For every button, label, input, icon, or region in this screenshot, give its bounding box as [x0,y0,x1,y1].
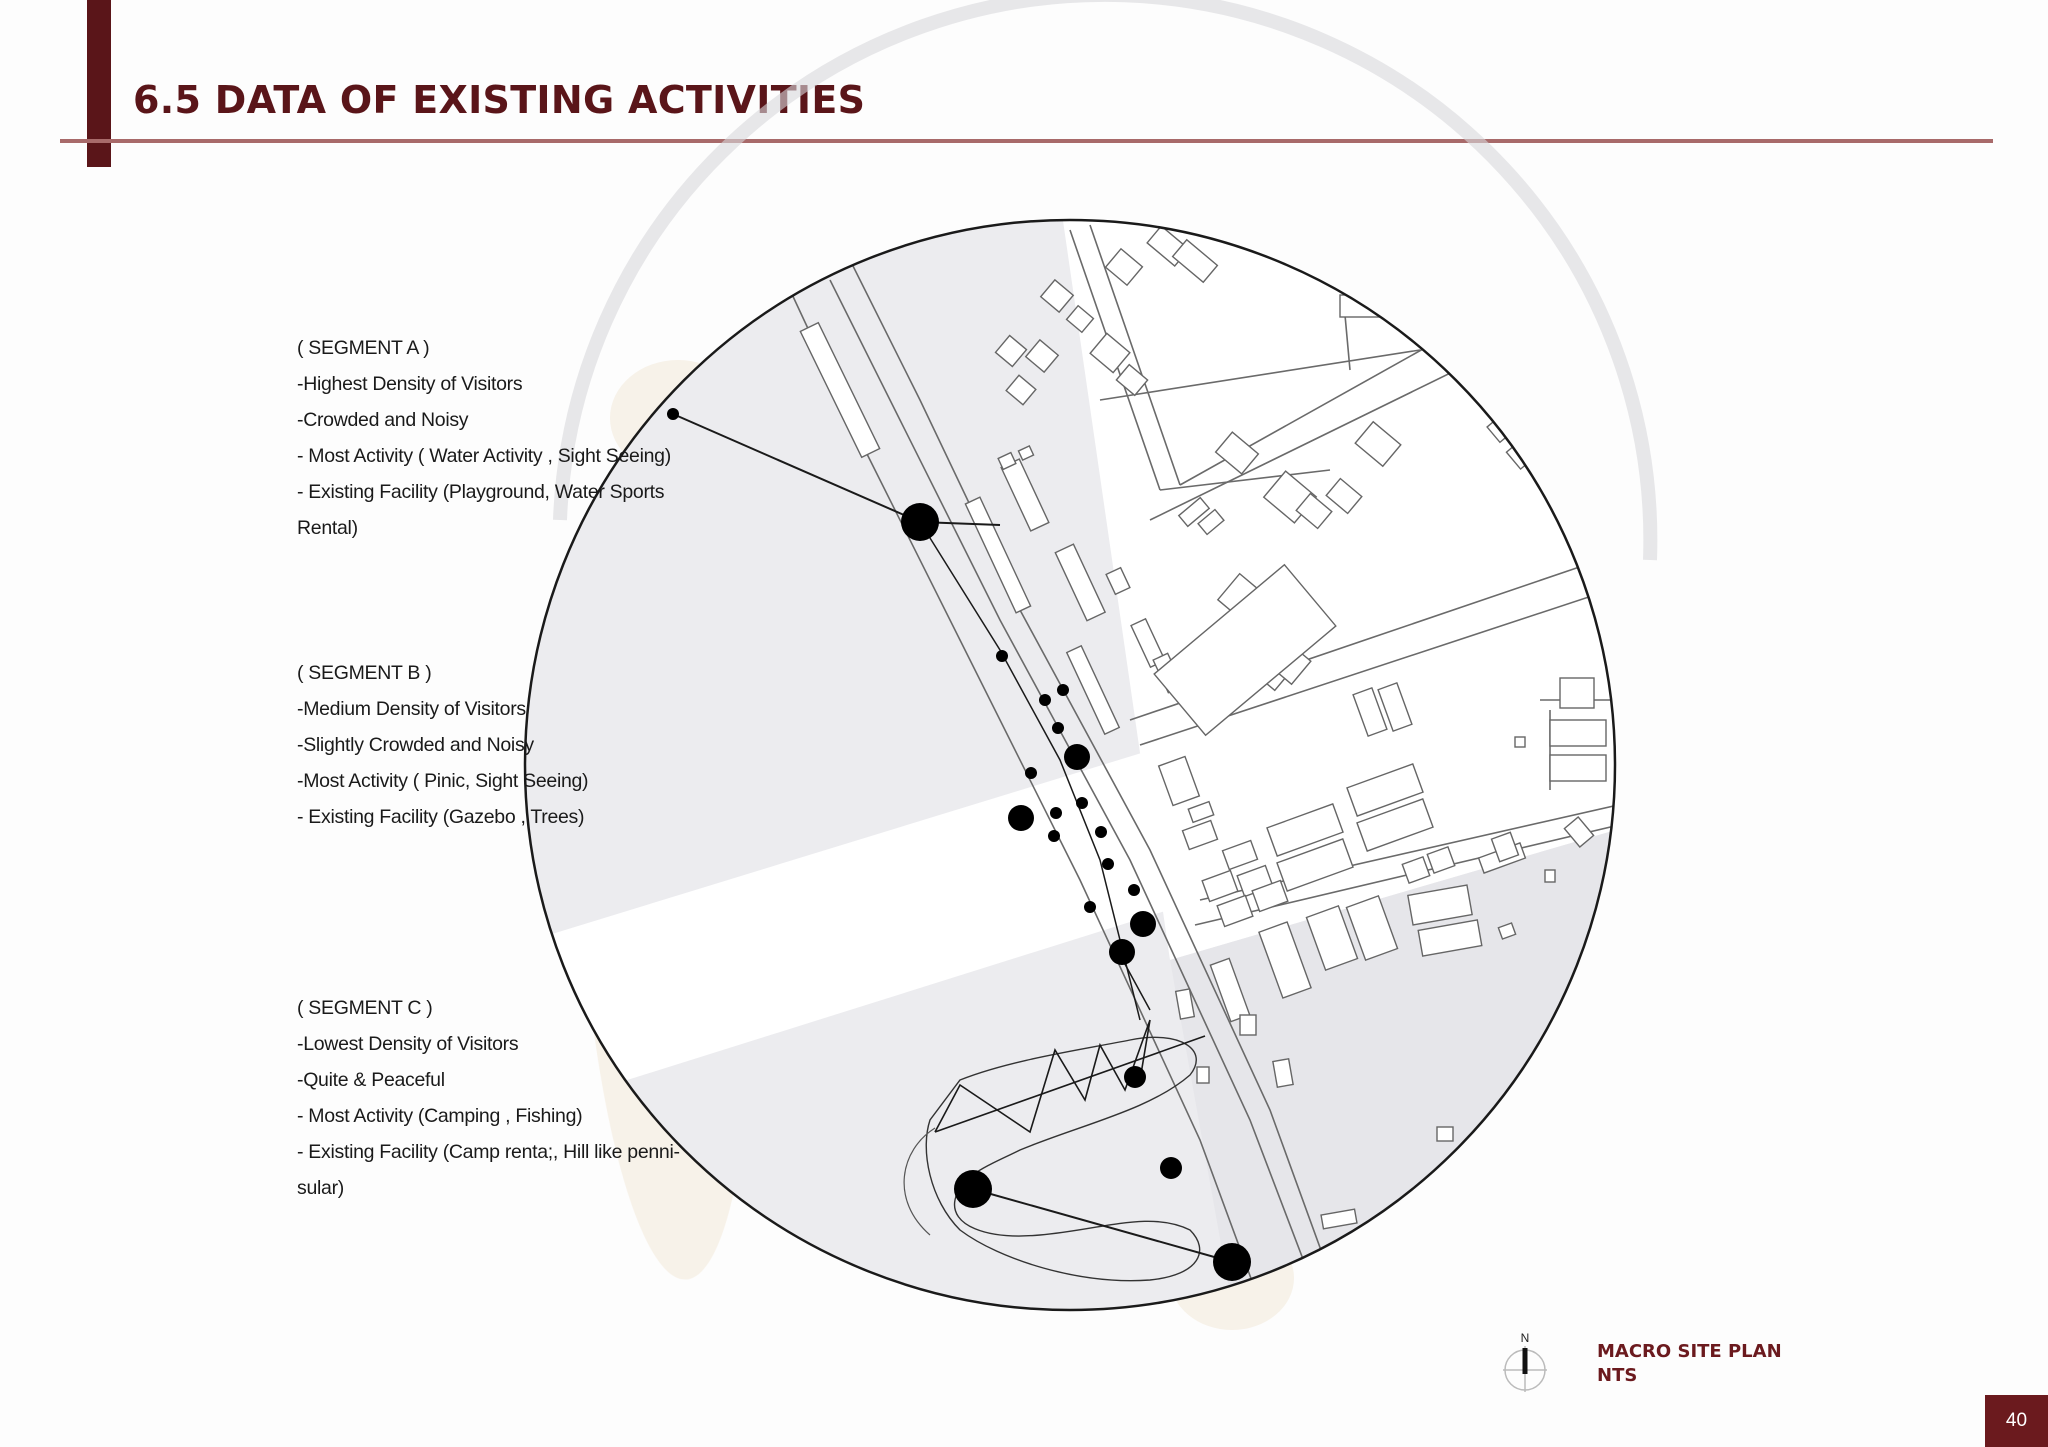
segment-a-heading: ( SEGMENT A ) [297,337,430,359]
segment-b-line: -Slightly Crowded and Noisy [297,734,534,756]
plan-scale: NTS [1597,1365,1638,1386]
segment-a-line: Rental) [297,517,358,539]
segment-c-heading: ( SEGMENT C ) [297,997,433,1019]
page-number: 40 [1985,1395,2048,1447]
segment-b-line: -Most Activity ( Pinic, Sight Seeing) [297,770,589,792]
segment-c-line: -Quite & Peaceful [297,1069,445,1091]
segment-b-heading: ( SEGMENT B ) [297,662,432,684]
segment-c-line: - Most Activity (Camping , Fishing) [297,1105,583,1127]
segment-c-line: sular) [297,1177,344,1199]
page-title: 6.5 DATA OF EXISTING ACTIVITIES [133,78,866,122]
segment-c-line: - Existing Facility (Camp renta;, Hill like penni- [297,1141,680,1163]
plan-title: MACRO SITE PLAN [1597,1341,1782,1362]
segment-b-line: -Medium Density of Visitors [297,698,526,720]
segment-c-line: -Lowest Density of Visitors [297,1033,519,1055]
segment-b-notes [297,655,588,835]
segment-a-line: -Highest Density of Visitors [297,373,523,395]
plan-caption [1597,1340,1782,1388]
north-label: N [1520,1331,1530,1345]
segment-b-line: - Existing Facility (Gazebo , Trees) [297,806,585,828]
segment-a-line: -Crowded and Noisy [297,409,469,431]
segment-c-notes [297,990,680,1206]
segment-a-notes [297,330,671,546]
segment-a-line: - Existing Facility (Playground, Water Sports [297,481,665,503]
segment-a-line: - Most Activity ( Water Activity , Sight Seeing) [297,445,671,467]
north-arrow-icon [1500,1330,1550,1392]
